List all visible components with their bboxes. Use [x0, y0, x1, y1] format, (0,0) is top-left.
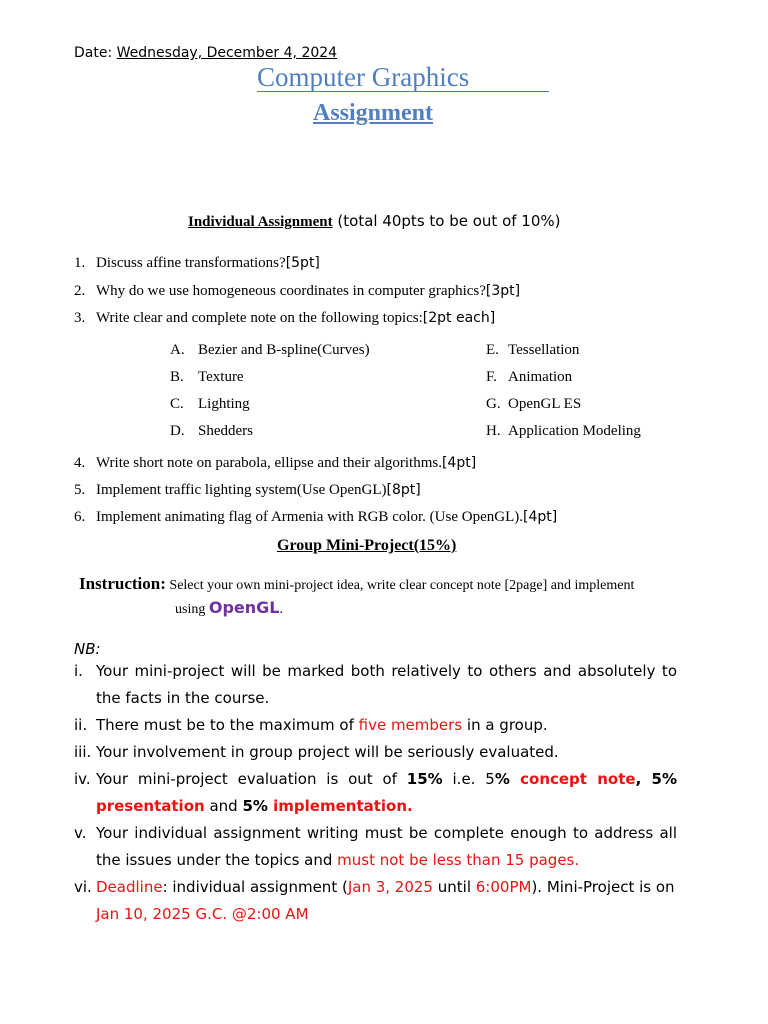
nb-bold: % [494, 770, 510, 788]
nb-red-text: Jan 10, 2025 G.C. @2:00 AM [96, 905, 309, 923]
nb-text: ). Mini-Project is on [531, 878, 675, 896]
nb-item [74, 820, 677, 874]
topic-item [486, 423, 641, 440]
question-text: Discuss affine transformations? [96, 255, 286, 271]
nb-red-text: concept note [509, 770, 636, 788]
question-points: [4pt] [523, 509, 558, 525]
topic-text: Application Modeling [508, 423, 641, 439]
nb-text: until [432, 878, 476, 896]
topic-letter: E. [486, 342, 499, 358]
nb-text: i.e. 5 [442, 770, 495, 788]
nb-label: NB: [74, 640, 101, 658]
date-value: Wednesday, December 4, 2024 [116, 45, 338, 61]
question-points: [2pt each] [422, 310, 496, 326]
nb-number: v. [74, 824, 87, 842]
question-text: Implement animating flag of Armenia with RGB color. (Use OpenGL). [96, 509, 523, 525]
question-number: 2. [74, 283, 86, 299]
topic-item [170, 369, 244, 386]
topic-letter: C. [170, 396, 184, 412]
question-points: [3pt] [485, 283, 521, 299]
question-number: 4. [74, 455, 86, 471]
date-label: Date: [74, 45, 117, 61]
nb-bold: , 5% [635, 770, 678, 788]
opengl-highlight: OpenGL [208, 598, 280, 617]
topic-item [486, 342, 579, 359]
group-project-heading: Group Mini-Project(15%) [277, 537, 457, 554]
nb-item [74, 712, 677, 739]
nb-text: Your involvement in group project will be seriously evaluated. [96, 743, 559, 761]
nb-text: : individual assignment ( [162, 878, 348, 896]
nb-red-text: Jan 3, 2025 [347, 878, 433, 896]
nb-red-text: presentation [96, 797, 205, 815]
nb-number: iii. [74, 743, 92, 761]
question-text: Why do we use homogeneous coordinates in computer graphics? [96, 283, 486, 299]
nb-item [74, 766, 677, 820]
nb-text: There must be to the maximum of [96, 716, 359, 734]
question-number: 5. [74, 482, 86, 498]
nb-text: Your mini-project evaluation is out of [96, 770, 407, 788]
topic-item [170, 396, 250, 413]
question-points: [5pt] [285, 255, 320, 271]
topic-text: Texture [198, 369, 244, 385]
nb-number: iv. [74, 770, 91, 788]
document-subtitle: Assignment [313, 100, 434, 126]
date-line [74, 45, 337, 61]
question-text: Write short note on parabola, ellipse and their algorithms. [96, 455, 442, 471]
nb-text: in a group. [462, 716, 548, 734]
question-number: 1. [74, 255, 86, 271]
question-text: Write clear and complete note on the following topics: [96, 310, 423, 326]
instruction-block [79, 573, 679, 621]
topic-letter: D. [170, 423, 185, 439]
topic-letter: F. [486, 369, 497, 385]
nb-text: Your individual assignment writing must be complete enough to address all the issues under the topics and [96, 824, 677, 869]
topic-letter: G. [486, 396, 501, 412]
individual-assignment-label: Individual Assignment [188, 214, 333, 230]
instruction-text-2: using [175, 602, 209, 617]
topic-text: Animation [508, 369, 573, 385]
nb-red-text: Deadline [96, 878, 163, 896]
individual-assignment-heading [188, 212, 561, 231]
topic-item [170, 423, 253, 440]
topic-item [170, 342, 370, 359]
question-points: [8pt] [386, 482, 421, 498]
topic-text: Tessellation [508, 342, 580, 358]
individual-assignment-note: (total 40pts to be out of 10%) [332, 212, 561, 230]
question-points: [4pt] [441, 455, 477, 471]
topic-item [486, 369, 572, 386]
instruction-text: Select your own mini-project idea, write clear concept note [2page] and implement [165, 578, 635, 593]
topic-text: Shedders [198, 423, 253, 439]
topic-text: Lighting [198, 396, 250, 412]
nb-red-text: 6:00PM [475, 878, 532, 896]
instruction-end: . [279, 602, 283, 617]
nb-text: and [204, 797, 243, 815]
instruction-label: Instruction: [79, 574, 166, 593]
topic-letter: H. [486, 423, 501, 439]
nb-item [74, 739, 677, 766]
nb-number: ii. [74, 716, 88, 734]
nb-number: vi. [74, 878, 92, 896]
topic-text: Bezier and B-spline(Curves) [198, 342, 370, 358]
nb-red-text: implementation. [267, 797, 413, 815]
question-number: 6. [74, 509, 86, 525]
question-text: Implement traffic lighting system(Use OpenGL) [96, 482, 387, 498]
nb-item [74, 658, 677, 712]
topic-text: OpenGL ES [508, 396, 582, 412]
nb-item [74, 874, 677, 928]
nb-text: Your mini-project will be marked both relatively to others and absolutely to the facts in the course. [96, 662, 677, 707]
topic-letter: B. [170, 369, 184, 385]
nb-red-text: five members [358, 716, 463, 734]
nb-number: i. [74, 662, 83, 680]
nb-bold: 5% [242, 797, 268, 815]
nb-bold: 15% [406, 770, 443, 788]
topic-item [486, 396, 581, 413]
topic-letter: A. [170, 342, 185, 358]
nb-red-text: must not be less than 15 pages. [337, 851, 580, 869]
question-number: 3. [74, 310, 86, 326]
document-title: Computer Graphics [257, 62, 549, 92]
